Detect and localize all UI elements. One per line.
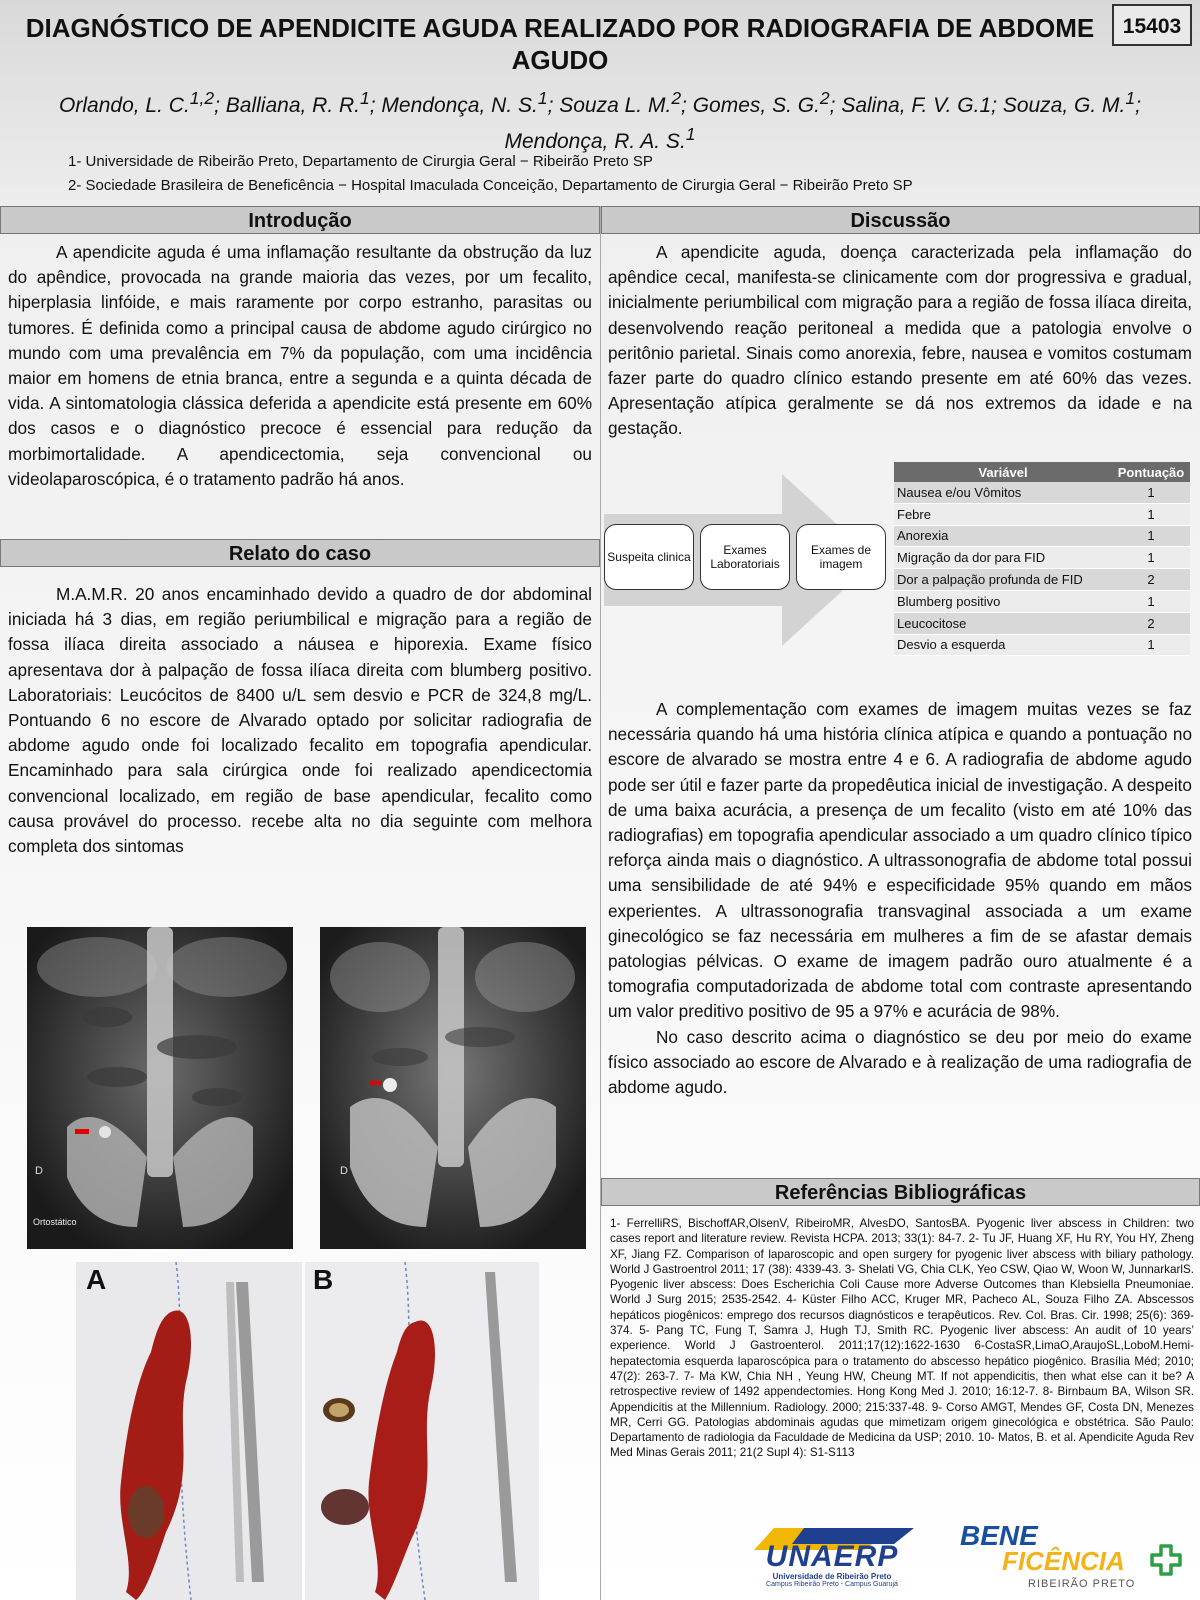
flow-step-suspeita: Suspeita clinica — [604, 524, 694, 590]
unaerp-logo — [744, 1524, 920, 1590]
bene-city: RIBEIRÃO PRETO — [1028, 1578, 1136, 1590]
table-row — [894, 612, 1190, 634]
variable-cell: Dor a palpação profunda de FID — [894, 569, 1112, 591]
author: Mendonça, R. A. S. — [504, 130, 686, 153]
photo-label-b: B — [313, 1264, 334, 1295]
variable-cell: Febre — [894, 503, 1112, 525]
table-row — [894, 482, 1190, 503]
column-header: Pontuação — [1112, 462, 1190, 482]
author: Gomes, S. G. — [692, 94, 820, 117]
author: Salina, F. V. G.1 — [841, 94, 992, 117]
score-cell: 1 — [1112, 525, 1190, 547]
unaerp-subtitle: Universidade de Ribeirão Preto — [772, 1572, 892, 1581]
table-header-row — [894, 462, 1190, 482]
variable-cell: Anorexia — [894, 525, 1112, 547]
discussao-heading: Discussão — [601, 206, 1200, 234]
table-row — [894, 634, 1190, 656]
variable-cell: Nausea e/ou Vômitos — [894, 482, 1112, 503]
column-divider — [600, 206, 601, 1600]
score-cell: 2 — [1112, 569, 1190, 591]
xray-side-marker: D — [35, 1165, 43, 1177]
variable-cell: Leucocitose — [894, 612, 1112, 634]
relato-text: M.A.M.R. 20 anos encaminhado devido a quadro de dor abdominal iniciada há 3 dias, em região periumbilical e migração para a região de fossa ilíaca direita associado a náusea e hiporexia. Exame físico apresentava dor à palpação de fossa ilíaca direita com blumberg positivo. Laboratoriais: Leucócitos de 8400 u/L sem desvio e PCR de 324,8 mg/L. Pontuando 6 no escore de Alvarado optado por solicitar radiografia de abdome agudo onde foi localizado fecalito em topografia apendicular. Encaminhado para sala cirúrgica onde foi realizado apendicectomia convencional localizado, em região de base apendicular, fecalito como causa provável do processo. recebe alta no dia seguinte com melhora completa dos sintomas — [8, 584, 592, 857]
xray-caption: Ortostático — [33, 1217, 77, 1227]
score-cell: 1 — [1112, 634, 1190, 656]
score-cell: 1 — [1112, 482, 1190, 503]
surgical-photo-b — [305, 1262, 539, 1600]
score-cell: 1 — [1112, 547, 1190, 569]
author: Souza, G. M. — [1002, 94, 1126, 117]
flow-step-imagem: Exames de imagem — [796, 524, 886, 590]
relato-heading: Relato do caso — [0, 539, 600, 567]
xray-side-marker: D — [340, 1165, 348, 1177]
affiliation-1: 1- Universidade de Ribeirão Preto, Departamento de Cirurgia Geral − Ribeirão Preto SP — [68, 153, 653, 170]
affiliation-2: 2- Sociedade Brasileira de Beneficência − Hospital Imaculada Conceição, Departamento de Cirurgia Geral − Ribeirão Preto SP — [68, 177, 913, 194]
variable-cell: Blumberg positivo — [894, 590, 1112, 612]
score-cell: 1 — [1112, 590, 1190, 612]
poster-id-badge: 15403 — [1112, 4, 1192, 46]
introducao-heading: Introdução — [0, 206, 600, 234]
score-cell: 1 — [1112, 503, 1190, 525]
table-row — [894, 525, 1190, 547]
alvarado-score-table — [894, 462, 1190, 656]
unaerp-name: UNAERP — [765, 1540, 899, 1573]
unaerp-campus: Campus Ribeirão Preto - Campus Guarujá — [766, 1581, 898, 1588]
table-row — [894, 569, 1190, 591]
author: Souza L. M. — [559, 94, 672, 117]
xray-supine-image — [320, 927, 586, 1249]
referencias-text: 1- FerrelliRS, BischoffAR,OlsenV, RibeiroMR, AlvesDO, SantosBA. Pyogenic liver abscess in Children: two cases report and literature review. Revista HCPA. 2013; 33(1): 84-7. 2- Tu JF, Huang XF, Hu RY, You HY, Zheng XF, Jiang FZ. Comparison of laparoscopic and open surgery for pyogenic liver abscess with biliary pathology. World J Gastroentrol 2011; 17 (38): 4339-43. 3- Shelati VG, Chia CLK, Yeo CSW, Qiao W, Woon W, JunnarkarlS. Pyogenic liver abscess: Does Escherichia Coli Cause more Adverse Outcomes than Klebsiella Pneumoniae. World J Surg 2015; 2535-2542. 4- Küster Filho ACC, Kruger MR, Pacheco AL, Souza Filho ZA. Abscessos hepáticos piogênicos: emprego dos recursos diagnósticos e terapêuticos. Rev. Col. Bras. Cir. 1998; 25(6): 369-374. 5- Pang TC, Fung T, Samra J, Hugh TJ, Smith RC. Pyogenic liver abscess: An audit of 10 years’ experience. World J Gastroenterol. 2011;17(12):1622-1630 6-CostaSR,LimaO,AraujoSL,LoboM.Hemi-hepatectomia esquerda laparoscópica para o tratamento do abscesso hepático piogênico. Brasília Méd; 2010; 47(2): 263-7. 7- Ma KW, Chia NH , Yeung HW, Cheung MT. If not appendicitis, then what else can it be? A retrospective review of 1492 appendectomies. Hong Kong Med J. 2010; 16:12-7. 8- Birnbaum BA, Wilson SR. Appendicitis at the Millennium. Radiology. 2000; 215:337-48. 9- Corso AMGT, Mendes GF, Costa DN, Menezes MR, Cerri GG. Patologias abdominais agudas que mimetizam origem ginecológica e obstétrica. São Paulo: Departamento de radiologia da Faculdade de Medicina da USP; 2010. 10- Matos, B. et al. Apendicite Aguda Rev Med Minas Gerais 2011; 21(2 Supl 4): S1-S113 — [610, 1217, 1195, 1460]
table-row — [894, 547, 1190, 569]
authors-line: Orlando, L. C.$^{1,2}$; Balliana, R. R.$^1$; Mendonça, N. S.$^1$; Souza L. M.$^2$; Gomes, S. G.$^2$; Salina, F. V. G.1; Souza, G. M.$^1$; Mendonça, R. A. S.$^1$ — [59, 88, 1141, 153]
variable-cell: Migração da dor para FID — [894, 547, 1112, 569]
author: Balliana, R. R. — [225, 94, 361, 117]
author: Mendonça, N. S. — [381, 94, 538, 117]
xray-ortostatico-image — [27, 927, 293, 1249]
photo-label-a: A — [86, 1264, 107, 1295]
variable-cell: Desvio a esquerda — [894, 634, 1112, 656]
flow-step-laboratoriais: Exames Laboratoriais — [700, 524, 790, 590]
introducao-text: A apendicite aguda é uma inflamação resultante da obstrução da luz do apêndice, provocada na grande maioria das vezes, por um fecalito, hiperplasia linfóide, e mais raramente por corpo estranho, parasitas ou tumores. É definida como a principal causa de abdome agudo cirúrgico no mundo com uma prevalência em 7% da população, com uma incidência maior em homens de etnia branca, entre a segunda e a quinta década de vida. A sintomatologia clássica deferida a apendicite está presente em 60% dos casos e o diagnóstico precoce é essencial para redução da morbimortalidade. A apendicectomia, seja convencional ou videolaparoscópica, é o tratamento padrão há anos. — [8, 242, 592, 489]
author: Orlando, L. C. — [59, 94, 190, 117]
beneficencia-logo — [958, 1520, 1188, 1592]
table-row — [894, 503, 1190, 525]
bene-cross-icon — [1150, 1544, 1182, 1576]
column-header: Variável — [894, 462, 1112, 482]
discussao-text-2: A complementação com exames de imagem muitas vezes se faz necessária quando há uma história clínica atípica e quando a pontuação no escore de alvarado se mostra entre 4 e 6. A radiografia de abdome agudo pode ser útil e fazer parte da propedêutica inicial de investigação. A despeito de uma baixa acurácia, a presença de um fecalito (visto em até 10% das radiografias) em topografia apendicular associado a um quadro clínico típico reforça ainda mais o diagnóstico. A ultrassonografia de abdome total possui uma sensibilidade de até 94% e especificidade 95% quando em mãos experientes. A ultrassonografia transvaginal associada a um exame ginecológico se faz necessária em mulheres a fim de se afastar demais patologias pélvicas. O exame de imagem padrão ouro atualmente é a tomografia computadorizada de abdome total com contraste apresentando um valor preditivo positivo de 95 a 97% e acurácia de 98%. No caso descrito acima o diagnóstico se deu por meio do exame físico associado ao escore de Alvarado e à realização de uma radiografia de abdome agudo. — [608, 699, 1192, 1098]
poster-title: DIAGNÓSTICO DE APENDICITE AGUDA REALIZADO POR RADIOGRAFIA DE ABDOME AGUDO — [25, 13, 1095, 75]
discussao-text-1: A apendicite aguda, doença caracterizada pela inflamação do apêndice cecal, manifesta-se clinicamente com dor progressiva e gradual, inicialmente periumbilical com migração para a região de fossa ilíaca direita, desenvolvendo reação peritoneal a medida que a patologia envolve o peritônio parietal. Sinais como anorexia, febre, nausea e vomitos costumam fazer parte do quadro clínico estando presente em até 60% das vezes. Apresentação atípica geralmente se dá nos extremos da idade e na gestação. — [608, 242, 1192, 439]
surgical-photo-a — [76, 1262, 302, 1600]
bene-line1: BENE — [960, 1520, 1038, 1551]
score-cell: 2 — [1112, 612, 1190, 634]
referencias-heading: Referências Bibliográficas — [601, 1178, 1200, 1206]
bene-line2: FICÊNCIA — [1002, 1546, 1125, 1576]
table-row — [894, 590, 1190, 612]
